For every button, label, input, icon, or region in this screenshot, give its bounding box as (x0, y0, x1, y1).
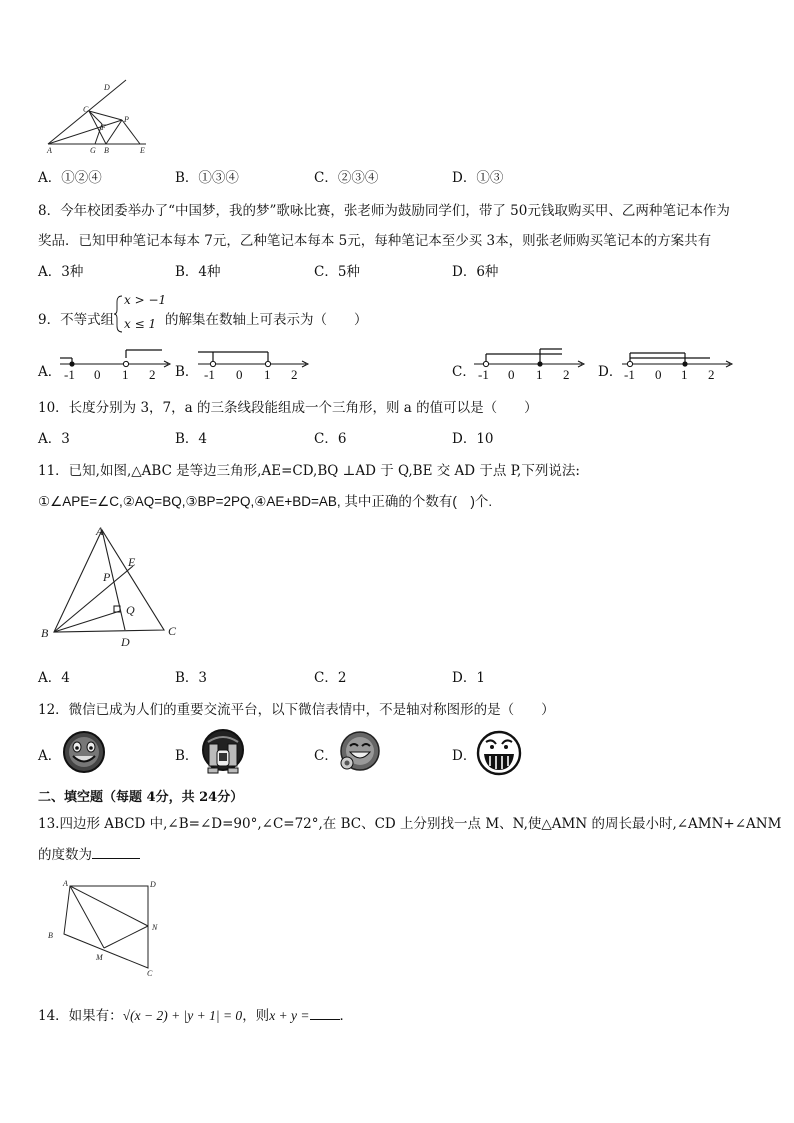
q11-option-b[interactable]: B．3 (175, 670, 208, 686)
q11-label-p: P (103, 570, 111, 584)
q14-expression: x + y = (269, 1008, 310, 1023)
q9-c-tick-0: 0 (508, 367, 515, 382)
q9-numberline-b (196, 346, 314, 382)
q9-c-tick-2: 2 (563, 367, 570, 382)
q13-figure (46, 876, 172, 980)
q11-label-a: A (96, 524, 104, 538)
q9-option-a[interactable]: A． (38, 364, 62, 380)
q11-label-b: B (41, 626, 49, 640)
q9-a-tick-2: 2 (149, 367, 156, 382)
q14-equation: √(x − 2) + |y + 1| = 0 (122, 1008, 243, 1023)
q7-label-f: F (101, 123, 106, 132)
q9-b-tick-1: 1 (264, 367, 271, 382)
q14-answer-blank[interactable] (310, 1007, 340, 1020)
q7-label-e: E (140, 146, 145, 155)
q11-label-c: C (168, 624, 177, 638)
q9-d-tick-2: 2 (708, 367, 715, 382)
q14-mid: ，则 (242, 1008, 270, 1024)
q9-c-tick-neg1: -1 (478, 367, 489, 382)
q9-numberline-d (620, 346, 738, 382)
crying-face-icon[interactable] (200, 728, 246, 776)
q8-line1: 8．今年校团委举办了“中国梦，我的梦”歌咏比赛，张老师为鼓励同学们，带了 50元钱取购买甲、乙两种笔记本作为 (38, 203, 730, 219)
q13-line2 (38, 843, 140, 863)
q10-option-d[interactable]: D．10 (452, 431, 494, 447)
laughing-face-icon[interactable] (338, 730, 382, 776)
q10-option-b[interactable]: B．4 (175, 431, 208, 447)
q9-c-tick-1: 1 (536, 367, 543, 382)
q9-b-tick-0: 0 (236, 367, 243, 382)
q12-option-c[interactable]: C． (314, 748, 338, 764)
q13-label-m: M (96, 953, 103, 962)
q13-label-c: C (147, 969, 153, 978)
q9-suffix: 的解集在数轴上可表示为（ ） (165, 312, 368, 328)
q9-ineq1: x > −1 (124, 293, 167, 307)
q14-question (38, 1004, 353, 1024)
q8-option-c[interactable]: C．5种 (314, 264, 360, 280)
q7-label-a: A (47, 146, 52, 155)
q9-option-b[interactable]: B． (175, 364, 199, 380)
q7-option-a[interactable]: A．①②④ (38, 170, 102, 186)
q10-option-c[interactable]: C．6 (314, 431, 347, 447)
q13-line2-text: 的度数为 (38, 847, 92, 863)
q9-brace (114, 294, 124, 334)
q13-label-n: N (152, 923, 158, 932)
q8-option-d[interactable]: D．6种 (452, 264, 499, 280)
q13-line-mn (104, 926, 148, 948)
q9-b-tick-neg1: -1 (204, 367, 215, 382)
q9-a-tick-0: 0 (94, 367, 101, 382)
q11-option-d[interactable]: D．1 (452, 670, 485, 686)
q10-option-a[interactable]: A．3 (38, 431, 70, 447)
q7-option-d[interactable]: D．①③ (452, 170, 504, 186)
q7-label-p: P (124, 115, 129, 124)
q14-suffix: ． (339, 1008, 354, 1024)
q11-label-d: D (121, 635, 130, 649)
q13-label-d: D (150, 880, 156, 889)
smiley-face-icon[interactable] (62, 730, 106, 774)
q7-label-b: B (104, 146, 109, 155)
q11-line-be (54, 566, 133, 632)
q13-line-an (70, 886, 148, 926)
q7-line-pb (106, 120, 122, 144)
q13-label-b: B (48, 931, 53, 940)
q10-question: 10．长度分别为 3，7，a 的三条线段能组成一个三角形，则 a 的值可以是（ ） (38, 400, 538, 416)
q8-option-a[interactable]: A．3种 (38, 264, 84, 280)
q12-option-b[interactable]: B． (175, 748, 199, 764)
q13-line1: 13.四边形 ABCD 中,∠B=∠D=90°,∠C=72°,在 BC、CD 上分别找一点 M、N,使△AMN 的周长最小时,∠AMN+∠ANM (38, 816, 782, 832)
q7-figure (40, 78, 160, 156)
q7-label-d: D (104, 83, 110, 92)
q9-option-c[interactable]: C． (452, 364, 476, 380)
q11-label-q: Q (126, 603, 135, 617)
grinning-face-icon[interactable] (476, 730, 522, 776)
q7-label-c: C (83, 105, 89, 114)
q11-option-c[interactable]: C．2 (314, 670, 347, 686)
q9-prefix: 9．不等式组 (38, 312, 115, 328)
q7-label-g: G (90, 146, 96, 155)
q9-d-tick-1: 1 (681, 367, 688, 382)
q7-option-b[interactable]: B．①③④ (175, 170, 239, 186)
q11-label-e: E (128, 555, 136, 569)
q9-d-tick-0: 0 (655, 367, 662, 382)
q8-line2: 奖品．已知甲种笔记本每本 7元，乙种笔记本每本 5元，每种笔记本至少买 3本，则张老师购买笔记本的方案共有 (38, 233, 712, 249)
q11-line1: 11．已知,如图,△ABC 是等边三角形,AE=CD,BQ ⊥AD 于 Q,BE 交 AD 于点 P,下列说法: (38, 463, 580, 479)
q12-question: 12．微信已成为人们的重要交流平台，以下微信表情中，不是轴对称图形的是（ ） (38, 702, 555, 718)
q9-a-tick-neg1: -1 (64, 367, 75, 382)
q9-numberline-a (58, 346, 176, 382)
q8-option-b[interactable]: B．4种 (175, 264, 221, 280)
q9-ineq2: x ≤ 1 (124, 317, 157, 331)
q13-answer-blank[interactable] (92, 846, 140, 859)
q11-figure (38, 522, 188, 650)
q13-label-a: A (63, 879, 68, 888)
q14-prefix: 14．如果有： (38, 1008, 123, 1024)
q12-option-d[interactable]: D． (452, 748, 477, 764)
q9-a-tick-1: 1 (122, 367, 129, 382)
q9-option-d[interactable]: D． (598, 364, 623, 380)
q12-option-a[interactable]: A． (38, 748, 62, 764)
q9-d-tick-neg1: -1 (624, 367, 635, 382)
q9-b-tick-2: 2 (291, 367, 298, 382)
q11-option-a[interactable]: A．4 (38, 670, 70, 686)
q11-line-bq (54, 611, 120, 632)
q7-line-ap (48, 120, 122, 144)
q7-option-c[interactable]: C．②③④ (314, 170, 379, 186)
section-title-fill-in: 二、填空题（每题 4分，共 24分） (38, 790, 244, 805)
q9-numberline-c (472, 346, 590, 382)
q11-line2: ①∠APE=∠C,②AQ=BQ,③BP=2PQ,④AE+BD=AB, 其中正确的个数有( )个. (38, 494, 493, 509)
